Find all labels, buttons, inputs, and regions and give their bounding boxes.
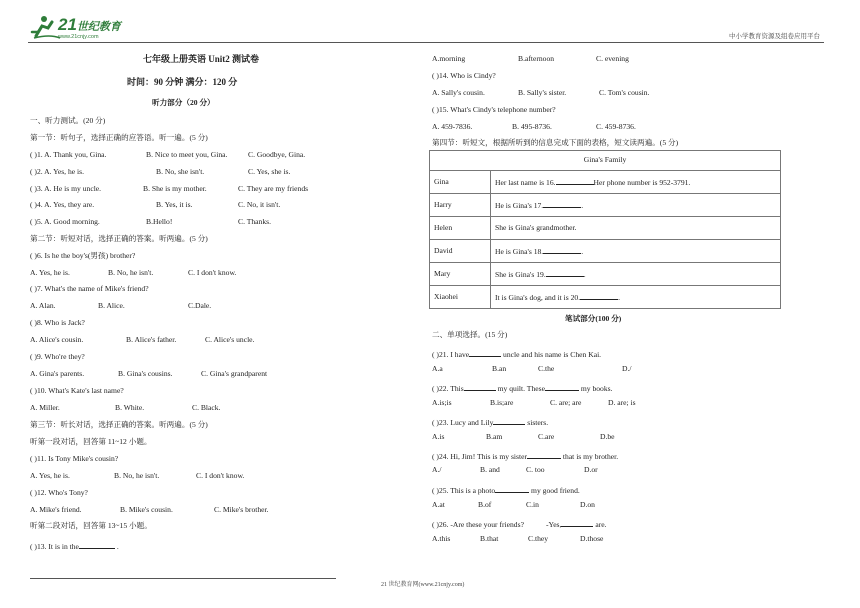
table-cell-info: He is Gina's 18. .: [491, 240, 781, 263]
table-cell-info: She is Gina's grandmother.: [491, 217, 781, 240]
exam-title: 七年级上册英语 Unit2 测试卷: [143, 54, 260, 64]
table-row: [430, 286, 781, 309]
question-11: ( )11. Is Tony Mike's cousin?: [30, 454, 119, 463]
question-22: ( )22. This my quilt. These my books.: [432, 384, 613, 393]
dialog-2-heading: 听第二段对话，回答第 13~15 小题。: [30, 521, 152, 530]
table-title: Gina's Family: [430, 151, 781, 171]
part-2-heading: 第二节：听短对话，选择正确的答案。听两遍。(5 分): [30, 234, 208, 243]
question-14: ( )14. Who is Cindy?: [432, 71, 496, 80]
table-row: [430, 240, 781, 263]
table-cell-name: Mary: [430, 263, 491, 286]
answer-blank[interactable]: [527, 450, 561, 459]
footer-divider: [30, 578, 336, 579]
footer-text: 21 世纪教育网(www.21cnjy.com): [381, 582, 465, 588]
section-2-heading: 二、单项选择。(15 分): [432, 330, 508, 339]
question-6: ( )6. Is he the boy's(男孩) brother?: [30, 251, 136, 260]
written-title: 笔试部分(100 分): [565, 314, 622, 323]
part-3-heading: 第三节：听长对话，选择正确的答案。听两遍。(5 分): [30, 420, 208, 429]
exam-time-score: 时间：90 分钟 满分：120 分: [127, 77, 238, 87]
listening-title: 听力部分（20 分）: [152, 98, 215, 107]
answer-blank[interactable]: [580, 291, 618, 300]
table-cell-info: Her last name is 16. Her phone number is 952-3791.: [491, 171, 781, 194]
question-21: ( )21. I have uncle and his name is Chen Kai.: [432, 350, 602, 359]
table-cell-info: It is Gina's dog, and it is 20. .: [491, 286, 781, 309]
answer-blank[interactable]: [79, 540, 115, 549]
answer-blank[interactable]: [543, 199, 581, 208]
table-cell-name: Helen: [430, 217, 491, 240]
table-row: [430, 217, 781, 240]
answer-blank[interactable]: [561, 518, 593, 527]
question-12: ( )12. Who's Tony?: [30, 488, 88, 497]
question-26: ( )26. -Are these your friends? -Yes, are.: [432, 520, 607, 529]
answer-blank[interactable]: [545, 382, 579, 391]
answer-blank[interactable]: [469, 348, 501, 357]
table-cell-name: Harry: [430, 194, 491, 217]
header-divider: [28, 42, 824, 43]
table-row: [430, 171, 781, 194]
question-13: ( )13. It is in the .: [30, 542, 119, 551]
question-9: ( )9. Who're they?: [30, 352, 85, 361]
logo-url: www.21cnjy.com: [58, 34, 99, 40]
question-24: ( )24. Hi, Jim! This is my sister that is my brother.: [432, 452, 619, 461]
section-1-heading: 一、听力测试。(20 分): [30, 116, 106, 125]
family-table: [429, 150, 781, 309]
question-10: ( )10. What's Kate's last name?: [30, 386, 124, 395]
part-4-heading: 第四节：听短文，根据所听到的信息完成下面的表格，短文读两遍。(5 分): [432, 138, 679, 147]
table-cell-name: Gina: [430, 171, 491, 194]
question-7: ( )7. What's the name of Mike's friend?: [30, 284, 149, 293]
question-23: ( )23. Lucy and Lily sisters.: [432, 418, 549, 427]
answer-blank[interactable]: [495, 484, 529, 493]
answer-blank[interactable]: [556, 176, 594, 185]
question-25: ( )25. This is a photo my good friend.: [432, 486, 580, 495]
answer-blank[interactable]: [543, 245, 581, 254]
question-15: ( )15. What's Cindy's telephone number?: [432, 105, 556, 114]
table-row: [430, 263, 781, 286]
table-cell-info: He is Gina's 17. .: [491, 194, 781, 217]
logo-brand: 世纪教育: [76, 21, 121, 33]
answer-blank[interactable]: [493, 416, 525, 425]
platform-name: 中小学教育资源及组卷应用平台: [729, 33, 820, 40]
table-cell-name: David: [430, 240, 491, 263]
table-cell-info: She is Gina's 19. .: [491, 263, 781, 286]
part-1-heading: 第一节：听句子，选择正确的应答语。听一遍。(5 分): [30, 133, 208, 142]
table-cell-name: Xiaohei: [430, 286, 491, 309]
dialog-1-heading: 听第一段对话，回答第 11~12 小题。: [30, 437, 152, 446]
answer-blank[interactable]: [464, 382, 496, 391]
table-row: [430, 194, 781, 217]
answer-blank[interactable]: [546, 268, 584, 277]
logo-text: 21世纪教育: [58, 15, 121, 34]
question-8: ( )8. Who is Jack?: [30, 318, 85, 327]
